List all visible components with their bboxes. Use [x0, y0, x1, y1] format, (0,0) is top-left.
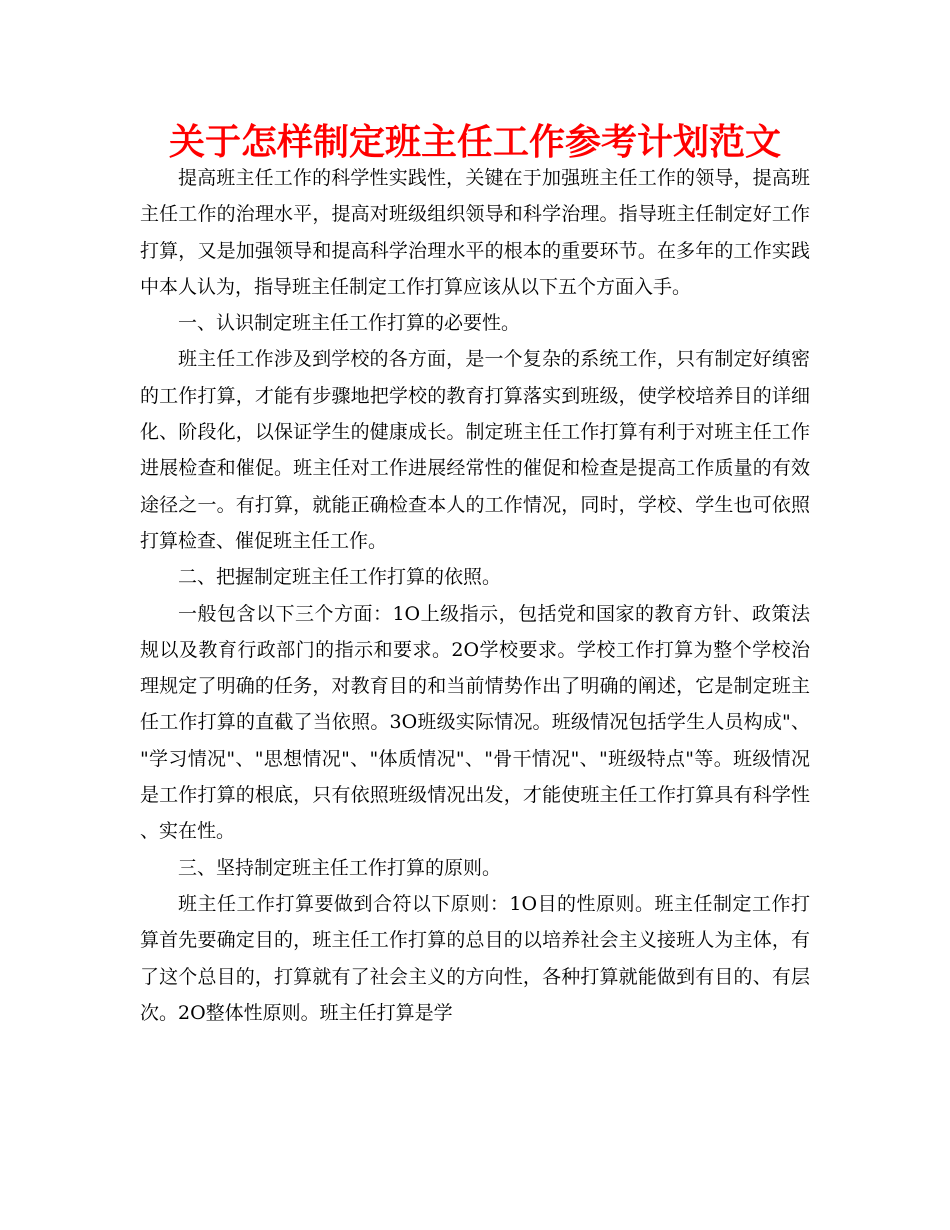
document-body — [140, 160, 810, 1031]
paragraph-intro: 提高班主任工作的科学性实践性，关键在于加强班主任工作的领导，提高班主任工作的治理水平，提高对班级组织领导和科学治理。指导班主任制定好工作打算，又是加强领导和提高科学治理水平的根本的重要环节。在多年的工作实践中本人认为，指导班主任制定工作打算应该从以下五个方面入手。 — [140, 167, 810, 298]
paragraph-section-1: 班主任工作涉及到学校的各方面，是一个复杂的系统工作，只有制定好缜密的工作打算，才能有步骤地把学校的教育打算落实到班级，使学校培养目的详细化、阶段化，以保证学生的健康成长。制定班主任工作打算有利于对班主任工作进展检查和催促。班主任对工作进展经常性的催促和检查是提高工作质量的有效途径之一。有打算，就能正确检查本人的工作情况，同时，学校、学生也可依照打算检查、催促班主任工作。 — [140, 348, 810, 552]
heading-section-2: 二、把握制定班主任工作打算的依照。 — [178, 566, 502, 589]
heading-section-1: 一、认识制定班主任工作打算的必要性。 — [178, 312, 521, 335]
heading-section-3: 三、坚持制定班主任工作打算的原则。 — [178, 856, 502, 879]
document-title: 关于怎样制定班主任工作参考计划范文 — [168, 122, 781, 163]
paragraph-section-2: 一般包含以下三个方面：1O上级指示，包括党和国家的教育方针、政策法规以及教育行政部门的指示和要求。2O学校要求。学校工作打算为整个学校治理规定了明确的任务，对教育目的和当前情势作出了明确的阐述，它是制定班主任工作打算的直截了当依照。3O班级实际情况。班级情况包括学生人员构成"、"学习情况"、"思想情况"、"体质情况"、"骨干情况"、"班级特点"等。班级情况是工作打算的根底，只有依照班级情况出发，才能使班主任工作打算具有科学性、实在性。 — [140, 602, 810, 843]
paragraph-section-3: 班主任工作打算要做到合符以下原则：1O目的性原则。班主任制定工作打算首先要确定目的，班主任工作打算的总目的以培养社会主义接班人为主体，有了这个总目的，打算就有了社会主义的方向性，各种打算就能做到有目的、有层次。2O整体性原则。班主任打算是学 — [140, 892, 810, 1024]
